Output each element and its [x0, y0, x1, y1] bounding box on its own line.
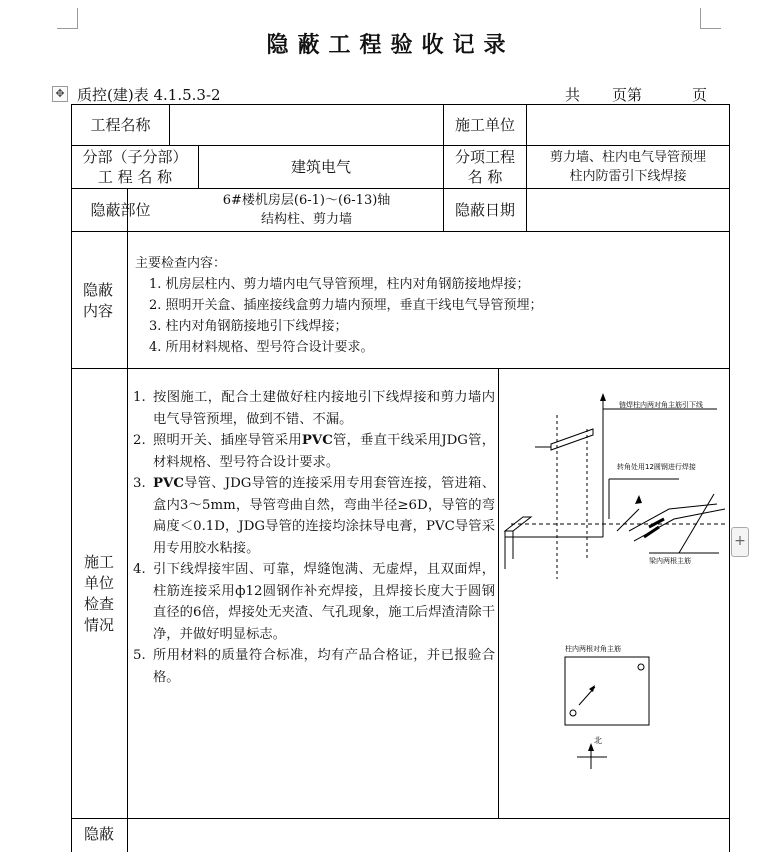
- location-value[interactable]: 6#楼机房层(6-1)～(6-13)轴 结构柱、剪力墙: [222, 193, 391, 227]
- grounding-diagram: [499, 369, 729, 818]
- concealed-item: 3. 柱内对角钢筋接地引下线焊接；: [149, 319, 348, 334]
- north-arrow-icon: 北: [594, 736, 602, 745]
- contractor-field[interactable]: [527, 105, 729, 145]
- page-label: 页第: [612, 86, 643, 104]
- division-value[interactable]: 建筑电气: [290, 158, 351, 176]
- form-code: 质控(建)表 4.1.5.3-2: [77, 86, 221, 104]
- inspection-item: 3. PVC导管、JDG导管的连接采用专用套管连接，管进箱、盒内3～5mm，导管弯曲自然，弯曲半径≥6D，导管的弯扁度＜0.1D，JDG导管的连接均涂抹导电膏，PVC导管采用专用胶水粘接。: [133, 476, 495, 556]
- concealed-content-text[interactable]: 主要检查内容： 1. 机房层柱内、剪力墙内电气导管预埋，柱内对角钢筋接地焊接； 2. 照明开关盒、插座接线盒剪力墙内预埋，垂直干线电气导管预埋； 3. 柱内对角钢筋接地引下线焊接； 4. 所用材料规格、型号符合设计要求。: [135, 253, 543, 358]
- page-corner-mark: [57, 8, 78, 29]
- inspection-item: 5. 所用材料的质量符合标准，均有产品合格证，并已报验合格。: [133, 648, 495, 685]
- concealed-item: 2. 照明开关盒、插座接线盒剪力墙内预埋，垂直干线电气导管预埋；: [149, 298, 543, 313]
- total-pages-label: 共: [565, 86, 581, 104]
- project-name-field[interactable]: [170, 105, 443, 145]
- location-label: 隐蔽部位: [90, 201, 151, 219]
- concealed-item: 4. 所用材料规格、型号符合设计要求。: [149, 340, 374, 355]
- document-title: 隐蔽工程验收记录: [266, 32, 515, 58]
- diagram-label-corner-weld: 转角处用12圆钢进行焊接: [617, 463, 696, 471]
- subitem-label: 分项工程 名 称: [454, 148, 515, 186]
- concealed-item: 1. 机房层柱内、剪力墙内电气导管预埋，柱内对角钢筋接地焊接；: [149, 277, 530, 292]
- inspection-text[interactable]: [133, 387, 495, 688]
- inspection-item: 1. 按图施工，配合土建做好柱内接地引下线焊接和剪力墙内电气导管预埋，做到不错、不漏。: [133, 390, 495, 427]
- page-suffix: 页: [692, 86, 708, 104]
- concealed-content-label: 隐蔽 内容: [82, 281, 113, 320]
- division-label: 分部（子分部） 工 程 名 称: [82, 148, 188, 186]
- contractor-label: 施工单位: [454, 116, 515, 134]
- add-column-button[interactable]: +: [731, 527, 749, 557]
- diagram-label-downlead: 链焊柱内两对角主筋引下线: [619, 401, 703, 409]
- inspection-label: 施工 单位 检查 情况: [83, 553, 114, 634]
- project-name-label: 工程名称: [90, 116, 151, 134]
- subitem-value[interactable]: 剪力墙、柱内电气导管预埋 柱内防雷引下线焊接: [549, 150, 706, 184]
- page-corner-mark: [700, 8, 721, 29]
- inspection-item: 4. 引下线焊接牢固、可靠，焊缝饱满、无虚焊，且双面焊，柱筋连接采用ф12圆钢作补充焊接，且焊接长度大于圆钢直径的6倍，焊接处无夹渣、气孔现象，施工后焊渣清除干净，并做好明显标志。: [133, 562, 495, 642]
- date-field[interactable]: [527, 189, 729, 231]
- date-label: 隐蔽日期: [454, 201, 515, 219]
- diagram-label-column-rebar: 柱内两根对角主筋: [565, 645, 621, 653]
- diagram-label-beam-rebar: 梁内两根主筋: [649, 557, 691, 565]
- inspection-item: 2. 照明开关、插座导管采用PVC管，垂直干线采用JDG管，材料规格、型号符合设计要求。: [133, 433, 495, 470]
- bottom-label: 隐蔽: [83, 825, 114, 843]
- table-move-handle-icon[interactable]: ✥: [52, 86, 68, 102]
